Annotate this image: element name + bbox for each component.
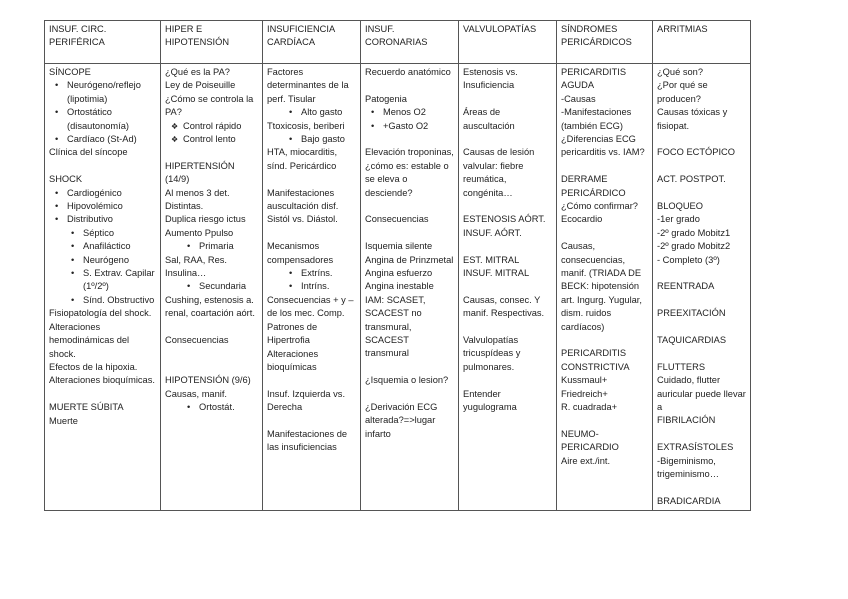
spacer (365, 361, 454, 374)
text-line: FIBRILACIÓN (657, 415, 716, 426)
bullet-item: • Sínd. Obstructivo (49, 294, 156, 307)
text-line: Ley de Poiseuille (165, 80, 236, 91)
bullet-item: • Neurógeno (49, 254, 156, 267)
text-line: FLUTTERS (657, 361, 706, 372)
text-line: Patogenia (365, 93, 407, 104)
text-line: Valvulopatías tricuspídeas y pulmonares. (463, 335, 521, 372)
header-cell (557, 21, 653, 64)
spacer (657, 187, 746, 200)
text-line: -1er grado (657, 214, 700, 225)
spacer (365, 388, 454, 401)
text-line: Consecuencias (365, 214, 429, 225)
header-cell (653, 21, 751, 64)
spacer (463, 200, 552, 213)
text-line: PREEXITACIÓN (657, 308, 726, 319)
bullet-item: • Extríns. (267, 267, 356, 280)
text-line: Elevación troponinas, ¿cómo es: estable o se eleva o desciende? (365, 147, 454, 198)
header-label: VALVULOPATÍAS (463, 24, 537, 34)
header-label: INSUF. (365, 24, 395, 34)
spacer (165, 348, 258, 361)
text-line: ¿Cómo se controla la PA? (165, 93, 254, 118)
text-line: ACT. POSTPOT. (657, 174, 726, 185)
text-line: Duplica riesgo ictus (165, 214, 246, 225)
bullet-item: • Hipovolémico (49, 200, 156, 213)
spacer (165, 321, 258, 334)
spacer (561, 415, 648, 428)
header-label: HIPER E (165, 24, 203, 34)
header-label: HIPOTENSIÓN (165, 37, 230, 48)
text-line: Al menos 3 det. Distintas. (165, 187, 230, 212)
text-line: ¿Qué es la PA? (165, 67, 230, 77)
text-line: Friedreich+ (561, 388, 608, 399)
text-line: INSUF. AÓRT. (463, 227, 522, 238)
header-label: ARRITMIAS (657, 24, 708, 34)
content-cell (361, 64, 459, 511)
text-line: -Manifestaciones (también ECG) (561, 107, 632, 131)
text-line: Entender yugulograma (463, 388, 517, 413)
text-line: Patrones de Hipertrofia (267, 321, 318, 346)
header-label: PERIFÉRICA (49, 37, 105, 48)
text-line: Manifestaciones auscultación disf. Sistól vs. Diástol. (267, 187, 339, 225)
content-row (45, 64, 751, 511)
text-line: Efectos de la hipoxia. (49, 361, 138, 372)
text-line: Alteraciones bioquímicas (267, 348, 319, 372)
text-line: Clínica del síncope (49, 147, 128, 158)
text-line: Estenosis vs. Insuficiencia (463, 67, 518, 91)
text-line: INSUF. MITRAL (463, 268, 530, 279)
bullet-item: • Primaria (165, 240, 258, 253)
spacer (165, 146, 258, 159)
text-line: Causas, consecuencias, manif. (TRIADA DE BECK: hipotensión art. Ingurg. Yugular, dism. ruidos cardíacos) (561, 241, 642, 332)
spacer (657, 428, 746, 441)
text-line: Alteraciones hemodinámicas del shock. (49, 321, 130, 359)
spacer (165, 361, 258, 374)
header-cell (361, 21, 459, 64)
spacer (49, 160, 156, 173)
spacer (657, 321, 746, 334)
spacer (463, 280, 552, 293)
text-line: TAQUICARDIAS (657, 335, 727, 346)
text-line: Fisiopatología del shock. (49, 308, 152, 319)
bullet-item: ❖ Control lento (165, 133, 258, 146)
text-line: ¿Por qué se producen? (657, 80, 708, 104)
bullet-item: • S. Extrav. Capilar (1º/2º) (49, 267, 156, 294)
content-cell (161, 64, 263, 511)
spacer (267, 415, 356, 428)
header-cell (161, 21, 263, 64)
content-cell (653, 64, 751, 511)
spacer (561, 160, 648, 173)
header-label: INSUF. CIRC. (49, 24, 107, 34)
text-line: EXTRASÍSTOLES (657, 442, 734, 453)
text-line: Alteraciones bioquímicas. (49, 375, 155, 386)
spacer (463, 240, 552, 253)
header-cell (45, 21, 161, 64)
spacer (561, 227, 648, 240)
bullet-item: • Neurógeno/reflejo (lipotimia) (49, 79, 156, 106)
header-label: CORONARIAS (365, 37, 428, 48)
text-line: Angina inestable (365, 281, 434, 292)
text-line: Causas de lesión valvular: fiebre reumática, congénita… (463, 147, 535, 198)
bullet-item: • Secundaria (165, 280, 258, 293)
spacer (463, 374, 552, 387)
spacer (365, 200, 454, 213)
text-line: FOCO ECTÓPICO (657, 147, 735, 158)
text-line: SHOCK (49, 174, 83, 185)
text-line: Áreas de auscultación (463, 107, 515, 131)
text-line: Kussmaul+ (561, 375, 608, 386)
bullet-item: • Distributivo (49, 213, 156, 226)
spacer (267, 227, 356, 240)
text-line: Recuerdo anatómico (365, 67, 451, 77)
bullet-item: ❖ Control rápido (165, 120, 258, 133)
spacer (267, 374, 356, 387)
content-cell (557, 64, 653, 511)
text-line: Causas tóxicas y fisiopat. (657, 107, 728, 131)
header-label: PERICÁRDICOS (561, 37, 632, 48)
text-line: NEUMO-PERICARDIO (561, 428, 619, 453)
spacer (267, 173, 356, 186)
text-line: Mecanismos compensadores (267, 241, 334, 265)
text-line: ¿Cómo confirmar? Ecocardio (561, 201, 638, 225)
text-line: Consecuencias (165, 335, 229, 346)
spacer (657, 267, 746, 280)
spacer (561, 334, 648, 347)
text-line: BLOQUEO (657, 201, 703, 212)
spacer (657, 294, 746, 307)
spacer (657, 481, 746, 494)
spacer (49, 388, 156, 401)
text-line: Manifestaciones de las insuficiencias (267, 428, 348, 453)
bullet-item: • Séptico (49, 227, 156, 240)
text-line: BRADICARDIA (657, 495, 721, 506)
header-cell (263, 21, 361, 64)
text-line: Causas, consec. Y manif. Respectivas. (463, 294, 545, 319)
text-line: Aumento Ppulso (165, 227, 234, 238)
bullet-item: • Menos O2 (365, 106, 454, 119)
spacer (657, 347, 746, 360)
content-cell (263, 64, 361, 511)
bullet-item: • Cardíaco (St-Ad) (49, 133, 156, 146)
text-line: ESTENOSIS AÓRT. (463, 214, 546, 225)
text-line: DERRAME PERICÁRDICO (561, 174, 626, 198)
text-line: -Causas (561, 93, 596, 104)
bullet-item: • Ortostát. (165, 401, 258, 414)
text-line: Consecuencias + y – de los mec. Comp. (267, 294, 354, 319)
text-line: R. cuadrada+ (561, 402, 618, 413)
spacer (365, 79, 454, 92)
bullet-item: • +Gasto O2 (365, 120, 454, 133)
text-line: EST. MITRAL (463, 254, 520, 265)
header-cell (459, 21, 557, 64)
text-line: Angina esfuerzo (365, 268, 433, 279)
text-line: HIPOTENSIÓN (9/6) (165, 375, 251, 386)
content-cell (45, 64, 161, 511)
text-line: - Completo (3º) (657, 254, 720, 265)
text-line: Cushing, estenosis a. renal, coartación aórt. (165, 294, 255, 319)
text-line: Ttoxicosis, beriberi (267, 120, 345, 131)
text-line: -2º grado Mobitz1 (657, 227, 731, 238)
text-line: Sal, RAA, Res. Insulina… (165, 254, 228, 279)
text-line: HIPERTENSIÓN (14/9) (165, 160, 235, 185)
text-line: Angina de Prinzmetal (365, 254, 454, 265)
spacer (657, 160, 746, 173)
header-label: INSUFICIENCIA (267, 24, 336, 34)
text-line: -Bigeminismo, trigeminismo… (657, 455, 719, 480)
text-line: -2º grado Mobitz2 (657, 241, 731, 252)
bullet-item: • Alto gasto (267, 106, 356, 119)
text-line: MUERTE SÚBITA (49, 402, 124, 413)
spacer (365, 133, 454, 146)
spacer (463, 321, 552, 334)
bullet-item: • Ortostático (disautonomía) (49, 106, 156, 133)
spacer (463, 133, 552, 146)
text-line: SÍNCOPE (49, 67, 91, 77)
bullet-item: • Anafiláctico (49, 240, 156, 253)
text-line: ¿Diferencias ECG pericarditis vs. IAM? (561, 134, 645, 158)
text-line: Aire ext./int. (561, 455, 611, 466)
syllabus-table (44, 20, 751, 511)
header-row (45, 21, 751, 64)
header-label: SÍNDROMES (561, 24, 618, 34)
text-line: REENTRADA (657, 281, 715, 292)
content-cell (459, 64, 557, 511)
header-label: CARDÍACA (267, 37, 316, 48)
text-line: Isquemia silente (365, 241, 433, 252)
spacer (657, 133, 746, 146)
text-line: Factores determinantes de la perf. Tisular (267, 67, 349, 104)
spacer (463, 93, 552, 106)
text-line: Insuf. Izquierda vs. Derecha (267, 388, 346, 413)
text-line: HTA, miocarditis, sínd. Pericárdico (267, 147, 338, 171)
text-line: Causas, manif. (165, 388, 228, 399)
text-line: PERICARDITIS CONSTRICTIVA (561, 348, 630, 372)
bullet-item: • Bajo gasto (267, 133, 356, 146)
text-line: Muerte (49, 415, 78, 426)
text-line: PERICARDITIS AGUDA (561, 67, 627, 91)
bullet-item: • Intríns. (267, 280, 356, 293)
text-line: ¿Derivación ECG alterada?=>lugar infarto (365, 402, 438, 439)
text-line: Cuidado, flutter auricular puede llevar a (657, 375, 746, 413)
spacer (365, 227, 454, 240)
text-line: IAM: SCASET, SCACEST no transmural, SCACEST transmural (365, 294, 426, 359)
bullet-item: • Cardiogénico (49, 187, 156, 200)
text-line: ¿Qué son? (657, 67, 703, 77)
text-line: ¿Isquemia o lesion? (365, 375, 449, 386)
